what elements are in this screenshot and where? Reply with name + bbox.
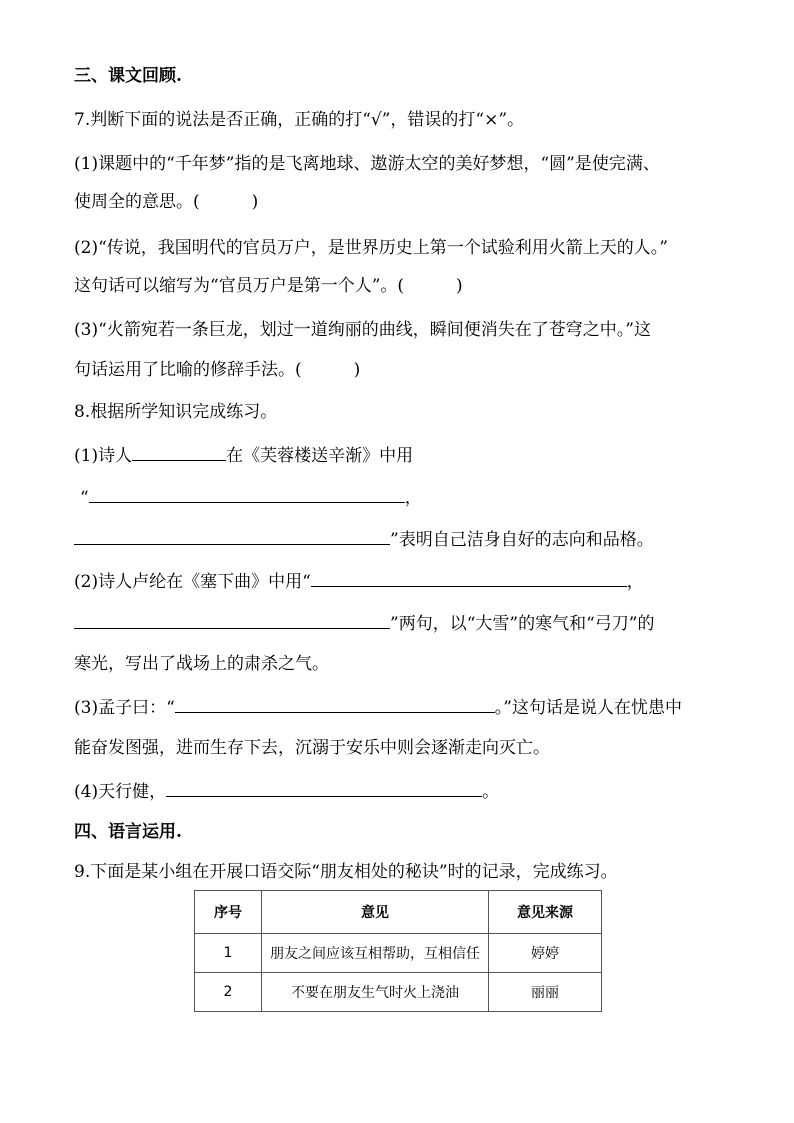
q8-item3-line1: [74, 694, 682, 720]
q8-item2-comma: ，: [626, 572, 644, 592]
q8-item1-line2: [80, 484, 422, 510]
q8-item2-verse1-blank[interactable]: [311, 568, 627, 587]
table-row: [195, 973, 602, 1012]
q8-item1-end: ”表明自己洁身自好的志向和品格。: [390, 530, 654, 550]
q7-item3-text: 句话运用了比喻的修辞手法。(: [74, 360, 302, 380]
q8-item2-verse2-blank[interactable]: [74, 610, 390, 629]
q8-item1-open-quote: “: [80, 488, 89, 508]
section-4-heading: 四、语言运用.: [74, 822, 182, 842]
row-opinion: 朋友之间应该互相帮助，互相信任: [262, 934, 489, 973]
q8-item2-prefix: (2)诗人卢纶在《塞下曲》中用“: [74, 572, 311, 592]
header-source: 意见来源: [489, 891, 602, 934]
q8-item2-line1: [74, 568, 644, 594]
q8-item2-end: ”两句，以“大雪”的寒气和“弓刀”的: [390, 614, 655, 634]
q7-item1-line1: (1)课题中的“千年梦”指的是飞离地球、遨游太空的美好梦想，“圆”是使完满、: [74, 154, 660, 174]
q8-item4-blank[interactable]: [166, 778, 482, 797]
row-source: 丽丽: [489, 973, 602, 1012]
question-9-stem: 9.下面是某小组在开展口语交际“朋友相处的秘诀”时的记录，完成练习。: [74, 862, 618, 882]
q7-item3-line2: [74, 358, 360, 382]
q8-item1-verse2-blank[interactable]: [74, 526, 390, 545]
q8-item3-quote-blank[interactable]: [175, 694, 495, 713]
q8-item4-line: [74, 778, 499, 804]
q8-item1-line3: [74, 526, 654, 552]
q8-item1-poet-blank[interactable]: [132, 442, 226, 461]
q7-item1-close-paren: ): [251, 192, 259, 212]
q8-item1-verse1-blank[interactable]: [89, 484, 405, 503]
question-8-stem: 8.根据所学知识完成练习。: [74, 402, 278, 422]
q7-item1-line2: [74, 190, 258, 214]
q8-item3-line2: 能奋发图强，进而生存下去，沉溺于安乐中则会逐渐走向灭亡。: [74, 738, 550, 758]
row-source: 婷婷: [489, 934, 602, 973]
q7-item2-close-paren: ): [456, 276, 463, 296]
table-header-row: [195, 891, 602, 934]
header-opinion: 意见: [262, 891, 489, 934]
q8-item1-prefix: (1)诗人: [74, 446, 133, 466]
table-row: [195, 934, 602, 973]
q7-item2-line2: [74, 274, 463, 298]
q8-item1-middle: 在《芙蓉楼送辛渐》中用: [226, 446, 414, 466]
q8-item1-line1: [74, 442, 413, 468]
section-3-heading: 三、课文回顾.: [74, 66, 182, 86]
q8-item4-end: 。: [482, 782, 500, 802]
q8-item4-prefix: (4)天行健，: [74, 782, 167, 802]
q7-item3-close-paren: ): [353, 360, 361, 380]
q8-item3-end: 。”这句话是说人在忧患中: [494, 698, 682, 718]
opinions-table: [194, 890, 602, 1012]
q7-item3-line1: (3)“火箭宛若一条巨龙，划过一道绚丽的曲线，瞬间便消失在了苍穹之中。”这: [74, 320, 651, 340]
q7-item2-text: 这句话可以缩写为“官员万户是第一个人”。(: [74, 276, 405, 296]
question-7-stem: 7.判断下面的说法是否正确，正确的打“√”，错误的打“×”。: [74, 110, 525, 130]
q8-item1-comma: ，: [404, 488, 422, 508]
row-index: 1: [195, 934, 262, 973]
q8-item2-line2: [74, 610, 654, 636]
row-opinion: 不要在朋友生气时火上浇油: [262, 973, 489, 1012]
q8-item3-prefix: (3)孟子曰：“: [74, 698, 175, 718]
q7-item2-line1: (2)“传说，我国明代的官员万户，是世界历史上第一个试验利用火箭上天的人。”: [74, 238, 668, 258]
q7-item1-text: 使周全的意思。(: [74, 192, 200, 212]
header-index: 序号: [195, 891, 262, 934]
q8-item2-line3: 寒光，写出了战场上的肃杀之气。: [74, 654, 329, 674]
row-index: 2: [195, 973, 262, 1012]
